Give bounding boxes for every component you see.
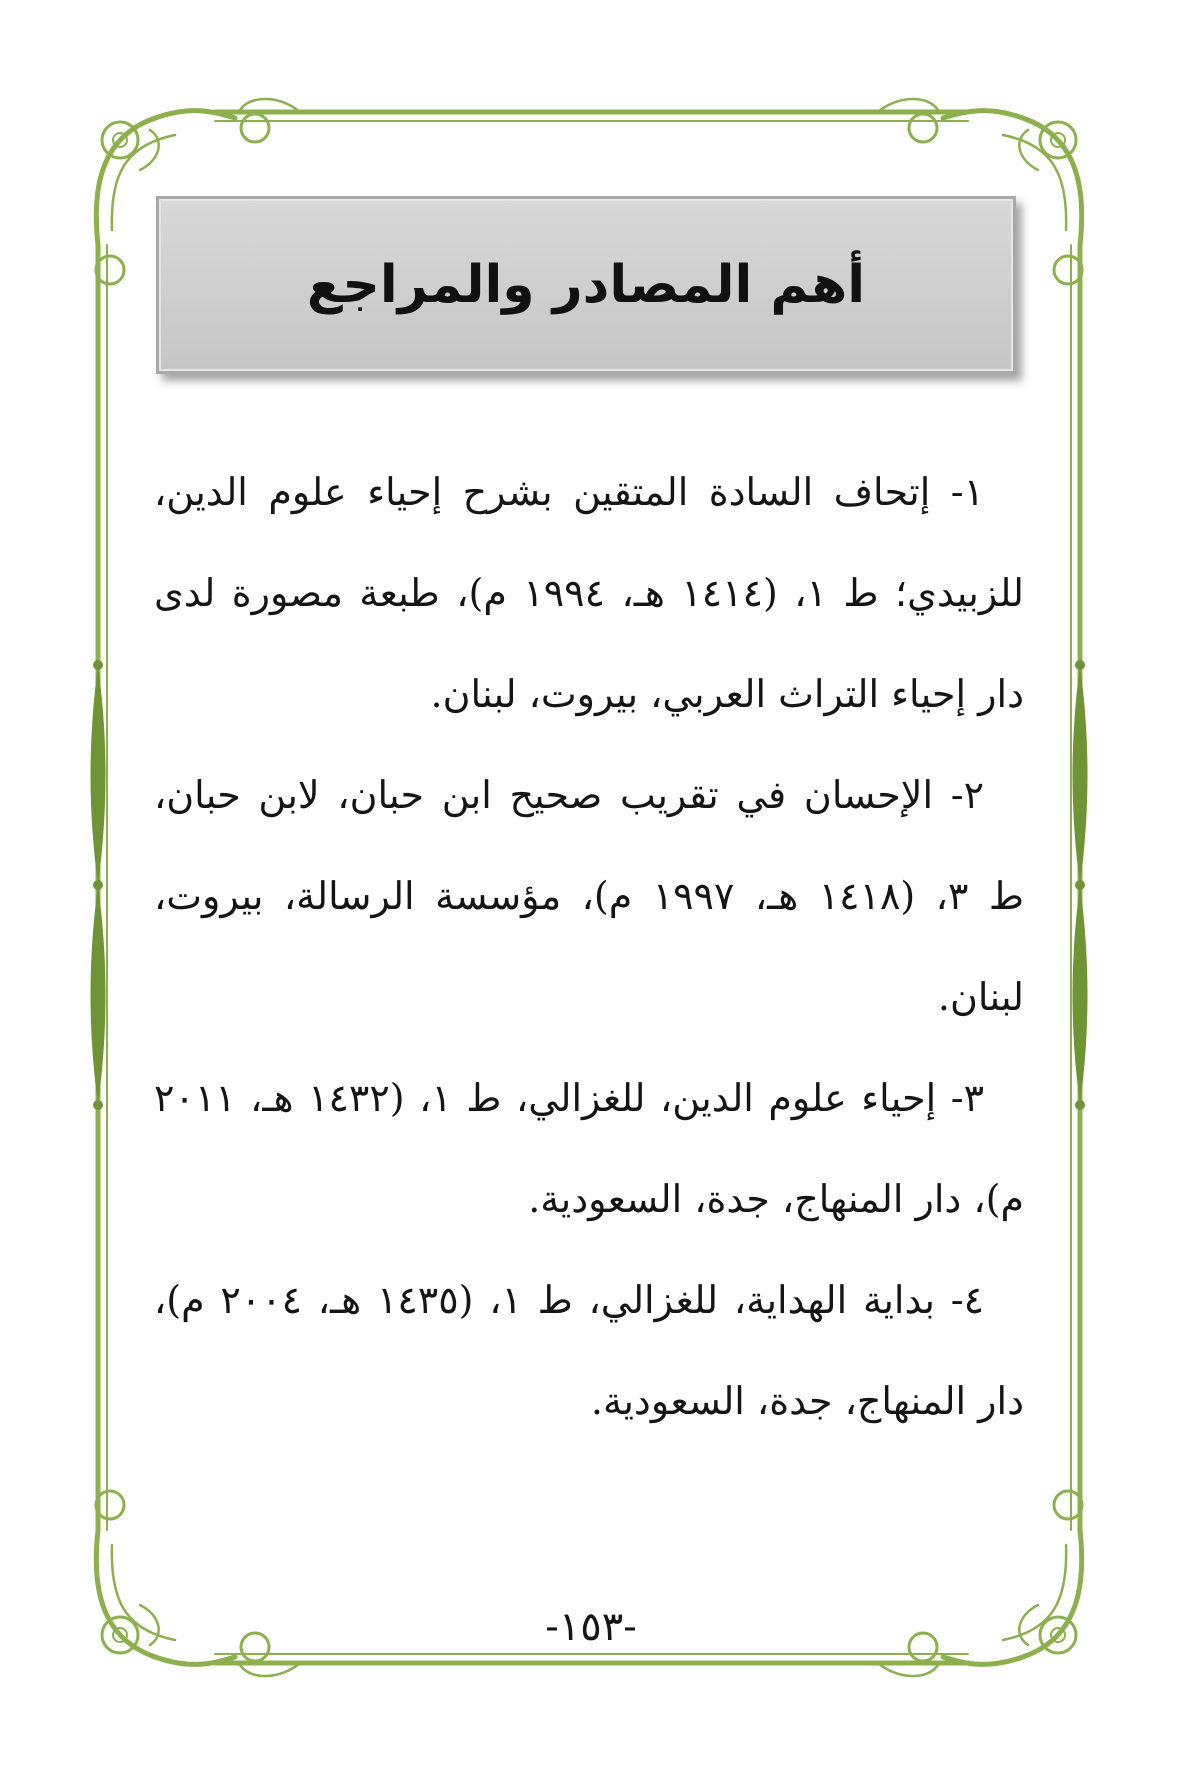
page-number: -١٥٣-	[545, 1604, 637, 1650]
page-heading: أهم المصادر والمراجع	[306, 255, 866, 315]
reference-entry-4: ٤- بداية الهداية، للغزالي، ط ١، (١٤٣٥ هـ، ٢٠٠٤ م)، دار المنهاج، جدة، السعودية.	[154, 1278, 1024, 1423]
heading-box	[156, 196, 1016, 374]
references-list	[154, 442, 1024, 1452]
reference-entry-1: ١- إتحاف السادة المتقين بشرح إحياء علوم الدين، للزبيدي؛ ط ١، (١٤١٤ هـ، ١٩٩٤ م)، طبعة مصورة لدى دار إحياء التراث العربي، بيروت، لبنان.	[154, 470, 1024, 716]
reference-entry-3: ٣- إحياء علوم الدين، للغزالي، ط ١، (١٤٣٢ هـ، ٢٠١١ م)، دار المنهاج، جدة، السعودية.	[154, 1076, 1024, 1221]
reference-entry-2: ٢- الإحسان في تقريب صحيح ابن حبان، لابن حبان، ط ٣، (١٤١٨ هـ، ١٩٩٧ م)، مؤسسة الرسالة، بيروت، لبنان.	[154, 773, 1024, 1019]
